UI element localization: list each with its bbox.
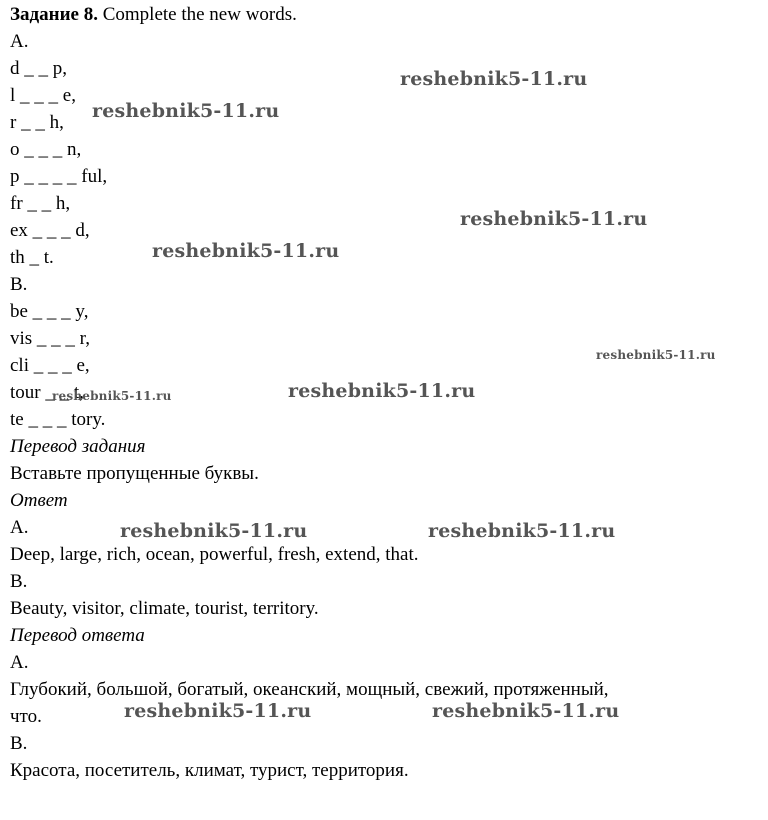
- part-a-item: fr _ _ h,: [10, 193, 71, 214]
- watermark: reshebnik5-11.ru: [52, 389, 172, 403]
- task-instruction: Complete the new words.: [102, 4, 297, 25]
- part-a-item: ex _ _ _ d,: [10, 220, 90, 241]
- part-a-item: d _ _ p,: [10, 58, 67, 79]
- part-a-label: A.: [10, 31, 29, 52]
- watermark: reshebnik5-11.ru: [428, 520, 616, 542]
- part-a-item: p _ _ _ _ ful,: [10, 166, 108, 187]
- answer-translation-b-label: B.: [10, 733, 28, 754]
- part-a-item: th _ t.: [10, 247, 54, 268]
- task-translation-text: Вставьте пропущенные буквы.: [10, 463, 259, 484]
- watermark: reshebnik5-11.ru: [152, 240, 340, 262]
- watermark: reshebnik5-11.ru: [400, 68, 588, 90]
- part-b-item: tour _ _ t,: [10, 382, 84, 403]
- task-translation-heading: Перевод задания: [10, 436, 146, 457]
- watermark: reshebnik5-11.ru: [92, 100, 280, 122]
- watermark: reshebnik5-11.ru: [120, 520, 308, 542]
- answer-heading: Ответ: [10, 490, 68, 511]
- part-b-item: vis _ _ _ r,: [10, 328, 90, 349]
- part-b-item: be _ _ _ y,: [10, 301, 89, 322]
- part-b-item: cli _ _ _ e,: [10, 355, 90, 376]
- answer-b-label: B.: [10, 571, 28, 592]
- watermark: reshebnik5-11.ru: [288, 380, 476, 402]
- watermark: reshebnik5-11.ru: [432, 700, 620, 722]
- answer-translation-a-label: A.: [10, 652, 29, 673]
- answer-a-label: A.: [10, 517, 29, 538]
- part-a-item: l _ _ _ e,: [10, 85, 76, 106]
- answer-b-text: Beauty, visitor, climate, tourist, territory.: [10, 598, 319, 619]
- answer-translation-b-text: Красота, посетитель, климат, турист, территория.: [10, 760, 409, 781]
- part-b-item: te _ _ _ tory.: [10, 409, 106, 430]
- answer-translation-a-text: Глубокий, большой, богатый, океанский, мощный, свежий, протяженный,: [10, 679, 609, 700]
- watermark: reshebnik5-11.ru: [596, 348, 716, 362]
- part-a-item: r _ _ h,: [10, 112, 64, 133]
- part-b-label: B.: [10, 274, 28, 295]
- watermark: reshebnik5-11.ru: [124, 700, 312, 722]
- answer-translation-a-text-cont: что.: [10, 706, 42, 727]
- task-number: Задание 8.: [10, 4, 98, 25]
- watermark: reshebnik5-11.ru: [460, 208, 648, 230]
- part-a-item: o _ _ _ n,: [10, 139, 82, 160]
- answer-a-text: Deep, large, rich, ocean, powerful, fresh, extend, that.: [10, 544, 419, 565]
- answer-translation-heading: Перевод ответа: [10, 625, 145, 646]
- task-heading: [10, 4, 297, 26]
